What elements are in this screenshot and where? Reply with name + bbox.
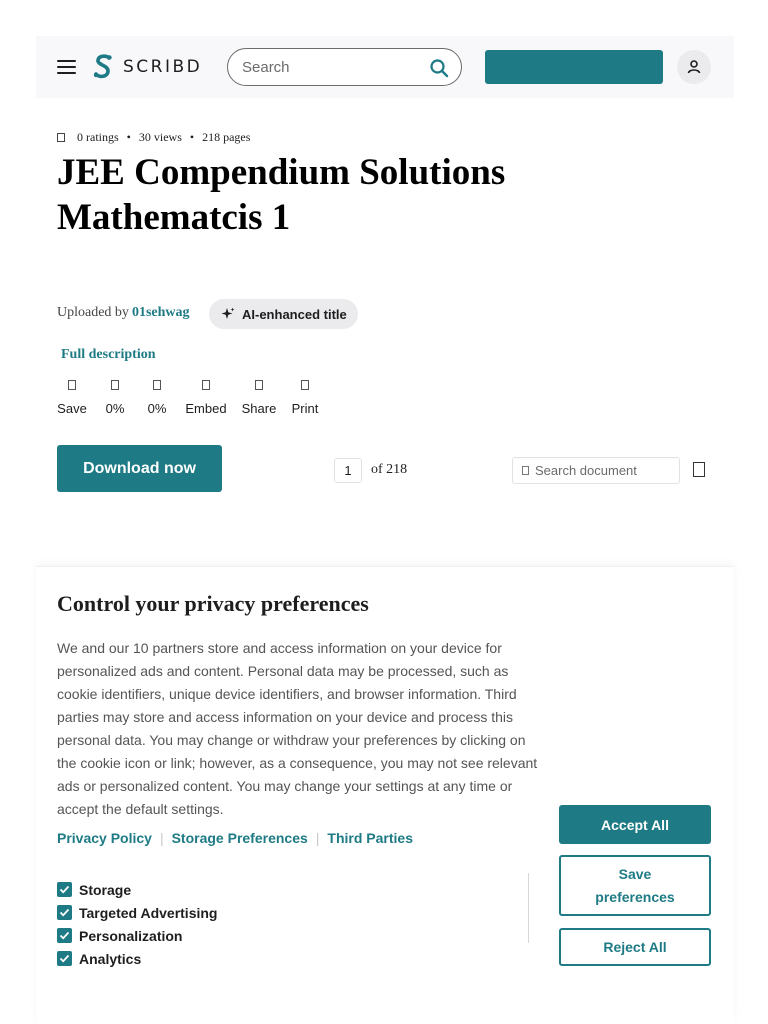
page-number-input[interactable]: 1 xyxy=(334,458,362,483)
panel-divider xyxy=(528,873,529,943)
targeted-advertising-checkbox-row[interactable] xyxy=(57,901,217,924)
share-action-label: Share xyxy=(241,401,277,416)
consent-checkboxes xyxy=(57,878,217,970)
uploaded-by-label: Uploaded by xyxy=(57,305,129,320)
third-parties-link[interactable]: Third Parties xyxy=(327,830,414,846)
share-icon xyxy=(255,380,263,390)
search-document-placeholder: Search document xyxy=(535,463,637,478)
document-title-line-2: Mathematcis 1 xyxy=(57,197,291,238)
check-icon xyxy=(59,953,70,964)
thumbs-down-icon xyxy=(153,380,161,390)
check-icon xyxy=(59,907,70,918)
top-navigation-bar xyxy=(36,36,734,98)
thumbs-up-icon xyxy=(111,380,119,390)
sparkle-icon xyxy=(221,307,235,321)
reject-all-button[interactable]: Reject All xyxy=(559,928,711,966)
document-title-line-1: JEE Compendium Solutions xyxy=(57,152,506,193)
embed-action-label: Embed xyxy=(185,401,227,416)
save-preferences-button[interactable] xyxy=(559,855,711,916)
search-input[interactable] xyxy=(242,57,412,77)
check-icon xyxy=(59,884,70,895)
privacy-links xyxy=(57,830,413,846)
uploaded-by xyxy=(57,305,190,321)
user-icon xyxy=(686,59,702,75)
user-account-button[interactable] xyxy=(677,50,711,84)
targeted-advertising-checkbox[interactable] xyxy=(57,905,72,920)
personalization-checkbox[interactable] xyxy=(57,928,72,943)
upvote-action[interactable] xyxy=(104,380,126,416)
share-action[interactable] xyxy=(240,380,278,416)
search-document-icon xyxy=(522,466,529,475)
search-document-field[interactable] xyxy=(512,457,680,484)
document-meta xyxy=(57,130,250,145)
page-total: of 218 xyxy=(371,462,408,477)
upvote-percent: 0% xyxy=(105,401,125,416)
views-count: 30 views xyxy=(138,130,182,144)
meta-separator: • xyxy=(189,130,195,144)
link-separator: | xyxy=(315,830,320,846)
download-now-button[interactable]: Download now xyxy=(57,445,222,492)
full-description-link[interactable]: Full description xyxy=(61,347,156,362)
uploader-link[interactable]: 01sehwag xyxy=(131,305,190,320)
ratings-count: 0 ratings xyxy=(77,130,119,144)
privacy-policy-link[interactable]: Privacy Policy xyxy=(57,830,152,846)
personalization-checkbox-row[interactable] xyxy=(57,924,217,947)
print-action[interactable] xyxy=(290,380,320,416)
downvote-percent: 0% xyxy=(147,401,167,416)
storage-preferences-link[interactable]: Storage Preferences xyxy=(171,830,308,846)
check-icon xyxy=(59,930,70,941)
link-separator: | xyxy=(159,830,164,846)
ai-enhanced-label: AI-enhanced title xyxy=(242,306,347,322)
fullscreen-icon[interactable] xyxy=(693,462,705,477)
scribd-logo[interactable] xyxy=(92,52,202,82)
personalization-label: Personalization xyxy=(79,927,183,944)
meta-separator: • xyxy=(126,130,131,144)
storage-label: Storage xyxy=(79,881,132,898)
save-preferences-line-2: preferences xyxy=(595,888,675,905)
print-action-label: Print xyxy=(291,401,319,416)
analytics-checkbox-row[interactable] xyxy=(57,947,217,970)
star-icon xyxy=(57,133,65,142)
site-search-box xyxy=(227,48,462,86)
analytics-checkbox[interactable] xyxy=(57,951,72,966)
menu-icon[interactable] xyxy=(57,60,76,74)
bookmark-icon xyxy=(68,380,76,390)
header-cta-button[interactable] xyxy=(485,50,663,84)
scribd-logo-icon xyxy=(92,53,114,81)
accept-all-button[interactable]: Accept All xyxy=(559,805,711,844)
ai-enhanced-chip[interactable] xyxy=(209,299,358,329)
privacy-preferences-panel xyxy=(36,566,734,1024)
targeted-advertising-label: Targeted Advertising xyxy=(79,904,218,921)
downvote-action[interactable] xyxy=(146,380,168,416)
storage-checkbox-row[interactable] xyxy=(57,878,217,901)
analytics-label: Analytics xyxy=(79,950,142,967)
pages-count: 218 pages xyxy=(202,130,251,144)
save-action[interactable] xyxy=(57,380,87,416)
privacy-body-text: We and our 10 partners store and access information on your device for personalized ads and content. Personal data may be processed, such as cookie identifiers, unique device identifiers, and browser information. Third parties may store and access information on your device and process this personal data. You may change or withdraw your preferences by clicking on the cookie icon or link; however, as a consequence, you may not see relevant ads or personalized content. You may change your settings at any time or accept the default settings. xyxy=(57,640,538,817)
embed-icon xyxy=(202,380,210,390)
document-title xyxy=(57,150,617,240)
storage-checkbox[interactable] xyxy=(57,882,72,897)
save-action-label: Save xyxy=(57,401,87,416)
search-icon[interactable] xyxy=(429,58,449,78)
print-icon xyxy=(301,380,309,390)
privacy-heading: Control your privacy preferences xyxy=(57,591,369,616)
embed-action[interactable] xyxy=(184,380,228,416)
brand-name: SCRIBD xyxy=(123,57,203,77)
save-preferences-line-1: Save xyxy=(618,865,652,882)
